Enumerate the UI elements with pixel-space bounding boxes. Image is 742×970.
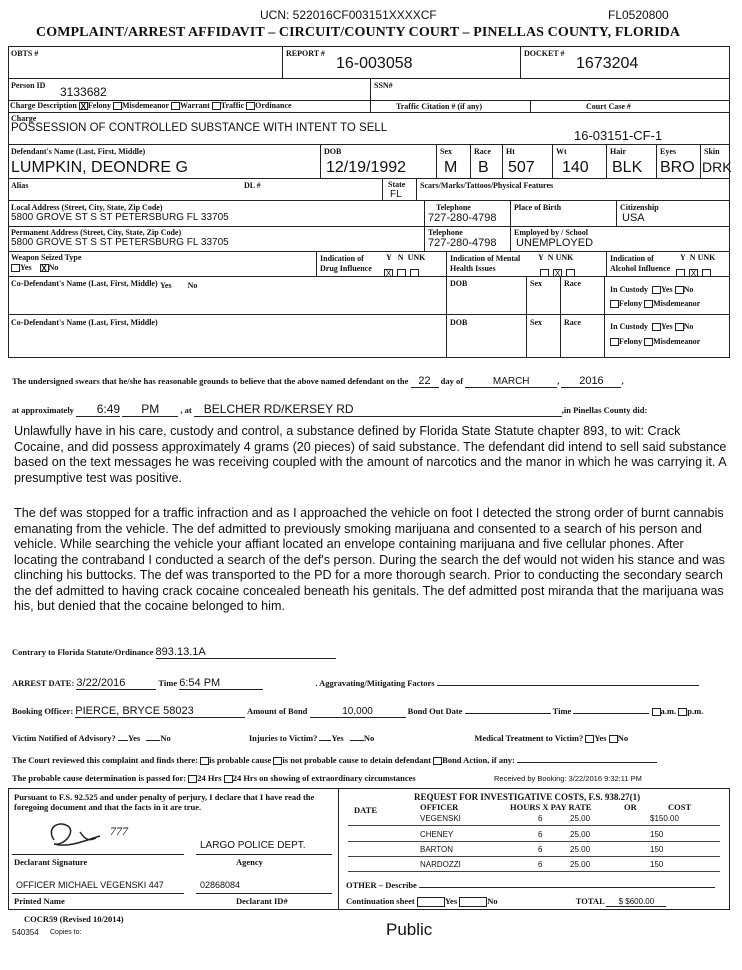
docket-number: 1673204	[576, 55, 639, 72]
weight-value: 140	[562, 159, 589, 176]
traffic-checkbox[interactable]	[212, 102, 221, 110]
alcohol-unk-checkbox[interactable]	[702, 269, 711, 277]
skin-value: DRK	[702, 159, 732, 175]
booking-row: Booking Officer: PIERCE, BRYCE 58023 Amount of Bond 10,000 Bond Out Date Time a.m. p.m.	[12, 705, 704, 717]
cost-row-hours: 6	[538, 860, 543, 869]
defendant-name: LUMPKIN, DEONDRE G	[11, 159, 188, 176]
charge-description	[10, 102, 292, 110]
felony-checkbox[interactable]: X	[80, 102, 87, 112]
report-number: 16-003058	[336, 55, 413, 72]
obts-label: OBTS #	[11, 49, 39, 58]
citation-label: Traffic Citation # (if any)	[396, 102, 483, 111]
misdemeanor-checkbox[interactable]	[113, 102, 122, 110]
codef1-charge-type: Felony Misdemeanor	[610, 300, 700, 308]
bond-action-field[interactable]	[517, 762, 657, 763]
weight-label: Wt	[556, 147, 567, 156]
warrant-label: Warrant	[179, 101, 210, 110]
costs-or-header: OR	[624, 802, 637, 812]
bond-amount: 10,000	[310, 706, 406, 718]
costs-title: REQUEST FOR INVESTIGATIVE COSTS, F.S. 938.27(1)	[414, 792, 641, 802]
alcohol-n-checkbox[interactable]: X	[690, 269, 697, 279]
codef2-custody: In Custody Yes No	[610, 322, 694, 331]
skin-label: Skin	[704, 147, 720, 156]
employer-value: UNEMPLOYED	[516, 237, 594, 249]
perm-tel-label: Telephone	[428, 228, 463, 237]
costs-hours-header: HOURS X PAY RATE	[510, 802, 592, 812]
codef2-label: Co-Defendant's Name (Last, First, Middle)	[11, 318, 158, 327]
charge-text: POSSESSION OF CONTROLLED SUBSTANCE WITH INTENT TO SELL	[11, 122, 388, 134]
local-tel-label: Telephone	[436, 203, 471, 212]
costs-officer-header: OFFICER	[420, 802, 459, 812]
form-number: COCR59 (Revised 10/2014)	[24, 914, 124, 924]
ordinance-checkbox[interactable]	[246, 102, 255, 110]
cost-row-officer: CHENEY	[420, 830, 454, 839]
cost-row-rule	[348, 856, 720, 857]
cost-row-officer: BARTON	[420, 845, 454, 854]
codef2-misd-checkbox[interactable]	[644, 338, 653, 346]
mental-y-checkbox[interactable]	[540, 269, 549, 277]
cost-row-hours: 6	[538, 845, 543, 854]
continuation-row: Continuation sheet Yes No TOTAL $ $600.00	[346, 896, 666, 907]
printed-name-label: Printed Name	[14, 896, 65, 906]
costs-other-row: OTHER – Describe	[346, 880, 715, 890]
agg-factors-field[interactable]	[437, 685, 699, 686]
cost-row-cost: $150.00	[650, 814, 679, 823]
codef1-custody-no-checkbox[interactable]	[675, 286, 684, 294]
charge-label: Charge	[11, 114, 37, 123]
drug-checkboxes	[384, 264, 419, 282]
perm-tel: 727-280-4798	[428, 237, 497, 249]
felony-label: Felony	[87, 101, 111, 110]
alcohol-checkboxes	[676, 264, 711, 282]
perm-address-label: Permanent Address (Street, City, State, Zip Code)	[11, 228, 182, 237]
court-review-row: The Court reviewed this complaint and finds there: is probable cause is not probable cause to detain defendant Bond Action, if any:	[12, 755, 657, 765]
declarant-id: 02868084	[200, 880, 241, 890]
alcohol-y-checkbox[interactable]	[676, 269, 685, 277]
cost-row-hours: 6	[538, 830, 543, 839]
bond-action-checkbox[interactable]	[433, 757, 442, 765]
weapon-yes-label: Yes	[20, 263, 32, 272]
state-value: FL	[390, 189, 402, 200]
mental-health-label: Indication of Mental Health Issues	[450, 254, 521, 273]
cost-row-cost: 150	[650, 830, 664, 839]
cost-row-cost: 150	[650, 845, 664, 854]
codef2-race-label: Race	[564, 318, 581, 327]
codef2-custody-yes-checkbox[interactable]	[652, 323, 661, 331]
form-title: COMPLAINT/ARREST AFFIDAVIT – CIRCUIT/COUNTY COURT – PINELLAS COUNTY, FLORIDA	[36, 25, 681, 40]
perm-address: 5800 GROVE ST S ST PETERSBURG FL 33705	[11, 237, 229, 248]
fl-code: FL0520800	[608, 8, 669, 22]
24hrs-showing-checkbox[interactable]	[224, 775, 233, 783]
drug-n-checkbox[interactable]	[397, 269, 406, 277]
offense-month: MARCH	[465, 376, 557, 388]
weapon-no-checkbox[interactable]: X	[41, 264, 47, 274]
drug-influence-label: Indication of Drug Influence	[320, 254, 372, 273]
other-describe-field[interactable]	[419, 887, 715, 888]
signature-number: 777	[110, 824, 128, 838]
codef1-misd-checkbox[interactable]	[644, 300, 653, 308]
printed-name: OFFICER MICHAEL VEGENSKI 447	[16, 880, 164, 890]
cost-row-rule	[348, 841, 720, 842]
weapon-options	[11, 264, 58, 272]
alcohol-ynu-labels: Y N UNK	[680, 253, 716, 262]
approx-time-row: at approximately 6:49 PM , at BELCHER RD/KERSEY RD ,in Pinellas County did:	[12, 402, 648, 416]
booking-officer: PIERCE, BRYCE 58023	[75, 705, 245, 718]
drug-ynu-labels: Y N UNK	[386, 253, 426, 262]
traffic-label: Traffic	[220, 101, 245, 110]
costs-date-header: DATE	[354, 805, 377, 815]
cost-row-hours: 6	[538, 814, 543, 823]
declarant-sig-label: Declarant Signature	[14, 857, 88, 867]
continuation-no-box[interactable]	[459, 897, 487, 907]
24hrs-checkbox[interactable]	[188, 775, 197, 783]
declarant-id-label: Declarant ID#	[236, 896, 288, 906]
codef1-dob-label: DOB	[450, 279, 468, 288]
bond-out-date-field[interactable]	[465, 713, 551, 714]
narrative-paragraph-1: Unlawfully have in his care, custody and control, a substance defined by Florida State Statute chapter 893, to wit: Crack Cocaine, and did possess approximately 4 grams (20 pieces) of said substance. The defendant did intend to sell said substance based on the text messages he was receiving coupled with the amount of narcotics and the manor in which he was carrying it. A presumptive test was positive.	[14, 424, 727, 485]
court-case-number: 16-03151-CF-1	[574, 128, 663, 143]
race-value: B	[478, 159, 489, 176]
agency-label: Agency	[236, 857, 263, 867]
offense-year: 2016	[561, 375, 621, 388]
dob-value: 12/19/1992	[326, 159, 407, 176]
hair-label: Hair	[610, 147, 626, 156]
officer-signature	[40, 818, 150, 854]
person-id-label: Person ID	[11, 81, 46, 90]
codef1-custody-yes-checkbox[interactable]	[652, 286, 661, 294]
codef1-custody: In Custody Yes No	[610, 285, 694, 294]
cost-row-officer: NARDOZZI	[420, 860, 461, 869]
form-top-frame	[8, 46, 730, 358]
misdemeanor-label: Misdemeanor	[122, 101, 169, 110]
codef2-custody-no-checkbox[interactable]	[675, 323, 684, 331]
bond-out-time-field[interactable]	[573, 713, 649, 714]
codef1-yesno: Yes No	[160, 281, 198, 290]
copies-to: Copies to:	[50, 929, 82, 936]
employer-label: Employed by / School	[514, 228, 589, 237]
eyes-label: Eyes	[660, 147, 676, 156]
defendant-name-label: Defendant's Name (Last, First, Middle)	[11, 147, 146, 156]
agency-value: LARGO POLICE DEPT.	[200, 840, 306, 851]
codef2-felony-checkbox[interactable]	[610, 338, 619, 346]
victim-row: Victim Notified of Advisory? Yes No Injuries to Victim? Yes No Medical Treatment to Victim? Yes No	[12, 733, 629, 743]
dl-label: DL #	[244, 181, 261, 190]
cost-row-rule	[348, 871, 720, 872]
scars-label: Scars/Marks/Tattoos/Physical Features	[420, 181, 554, 190]
citizenship-value: USA	[622, 212, 645, 224]
charge-desc-label: Charge Description	[10, 101, 77, 110]
codef1-sex-label: Sex	[530, 279, 542, 288]
dob-label: DOB	[324, 147, 342, 156]
declaration-text: Pursuant to F.S. 92.525 and under penalty of perjury, I declare that I have read the foregoing document and that the facts in it are true.	[14, 792, 315, 812]
arrest-time: 6:54 PM	[179, 677, 263, 690]
cost-row-rate: 25.00	[570, 814, 591, 823]
cost-row-cost: 150	[650, 860, 664, 869]
local-tel: 727-280-4798	[428, 212, 497, 224]
ssn-label: SSN#	[374, 81, 393, 90]
docket-label: DOCKET #	[524, 49, 565, 58]
cost-row-rate: 25.00	[570, 860, 591, 869]
received-by-booking: Received by Booking: 3/22/2016 9:32:11 PM	[494, 774, 642, 783]
offense-time: 6:49	[76, 402, 120, 417]
footer-num: 540354	[12, 928, 39, 937]
sex-label: Sex	[440, 147, 452, 156]
codef1-felony-checkbox[interactable]	[610, 300, 619, 308]
offense-ampm: PM	[122, 402, 178, 417]
public-label: Public	[386, 920, 433, 939]
cost-row-officer: VEGENSKI	[420, 814, 461, 823]
arrest-date: 3/22/2016	[76, 677, 156, 690]
codef2-dob-label: DOB	[450, 318, 468, 327]
ordinance-label: Ordinance	[255, 101, 292, 110]
ucn-number: UCN: 522016CF003151XXXXCF	[260, 8, 437, 22]
eyes-value: BRO	[660, 159, 695, 176]
codef1-label: Co-Defendant's Name (Last, First, Middle)	[11, 279, 158, 288]
weapon-label: Weapon Seized Type	[11, 253, 82, 262]
costs-cost-header: COST	[668, 802, 692, 812]
mental-unk-checkbox[interactable]	[566, 269, 575, 277]
codef2-charge-type: Felony Misdemeanor	[610, 338, 700, 346]
offense-location: BELCHER RD/KERSEY RD	[194, 402, 562, 417]
medical-yes-checkbox[interactable]	[585, 735, 594, 743]
statute-value: 893.13.1A	[156, 646, 336, 659]
continuation-yes-box[interactable]	[417, 897, 445, 907]
codef2-sex-label: Sex	[530, 318, 542, 327]
report-label: REPORT #	[286, 49, 325, 58]
race-label: Race	[474, 147, 491, 156]
court-case-label: Court Case #	[586, 102, 631, 111]
weapon-no-label: No	[48, 263, 59, 272]
statute-row: Contrary to Florida Statute/Ordinance 893.13.1A	[12, 646, 336, 659]
local-address: 5800 GROVE ST S ST PETERSBURG FL 33705	[11, 212, 229, 223]
swear-statement: The undersigned swears that he/she has reasonable grounds to believe that the above named defendant on the 22 day of MARCH , 2016 ,	[12, 375, 624, 387]
citizenship-label: Citizenship	[620, 203, 659, 212]
drug-y-checkbox[interactable]: X	[385, 269, 392, 279]
alias-label: Alias	[11, 181, 29, 190]
cost-row-rate: 25.00	[570, 830, 591, 839]
sex-value: M	[444, 159, 458, 176]
is-pc-checkbox[interactable]	[200, 757, 209, 765]
medical-no-checkbox[interactable]	[609, 735, 618, 743]
weapon-yes-checkbox[interactable]	[11, 264, 20, 272]
height-label: Ht	[506, 147, 515, 156]
pm-checkbox[interactable]	[678, 708, 687, 716]
person-id: 3133682	[60, 85, 107, 99]
drug-unk-checkbox[interactable]	[410, 269, 419, 277]
alcohol-influence-label: Indication of Alcohol Influence	[610, 254, 671, 273]
narrative-paragraph-2: The def was stopped for a traffic infraction and as I approached the vehicle on foot I detected the strong order of burnt cannabis emanating from the vehicle. The def admitted to previously smoking marijuana and consented to a search of his person and vehicle. While searching the vehicle your affiant located an envelope containing marijuana and five cellular phones. After locating the contraband I conducted a search of the def's person. During the search the def would not widen his stance and was clinching his buttocks. The def was transported to the PD for a more thorough search. Prior to conducting the secondary search the def admitted to having crack cocaine concealed beneath his genitals. The def admitted post miranda that the marijuana was his, but denied that the cocaine belonged to him.	[14, 506, 725, 613]
pc-passed-row: The probable cause determination is passed for: 24 Hrs 24 Hrs on showing of extraordinary circumstances	[12, 773, 416, 783]
local-address-label: Local Address (Street, City, State, Zip Code)	[11, 203, 163, 212]
cost-row-rate: 25.00	[570, 845, 591, 854]
mental-n-checkbox[interactable]: X	[554, 269, 561, 279]
arrest-row: ARREST DATE: 3/22/2016 Time 6:54 PM . Aggravating/Mitigating Factors	[12, 677, 699, 690]
height-value: 507	[508, 159, 535, 176]
state-label: State	[388, 180, 406, 189]
cost-row-rule	[348, 825, 720, 826]
mental-ynu-labels: Y N UNK	[538, 253, 574, 262]
hair-value: BLK	[612, 159, 643, 176]
offense-day: 22	[411, 375, 439, 388]
pob-label: Place of Birth	[514, 203, 562, 212]
am-checkbox[interactable]	[652, 708, 661, 716]
costs-total: $ $600.00	[606, 897, 666, 907]
codef1-race-label: Race	[564, 279, 581, 288]
warrant-checkbox[interactable]	[171, 102, 180, 110]
